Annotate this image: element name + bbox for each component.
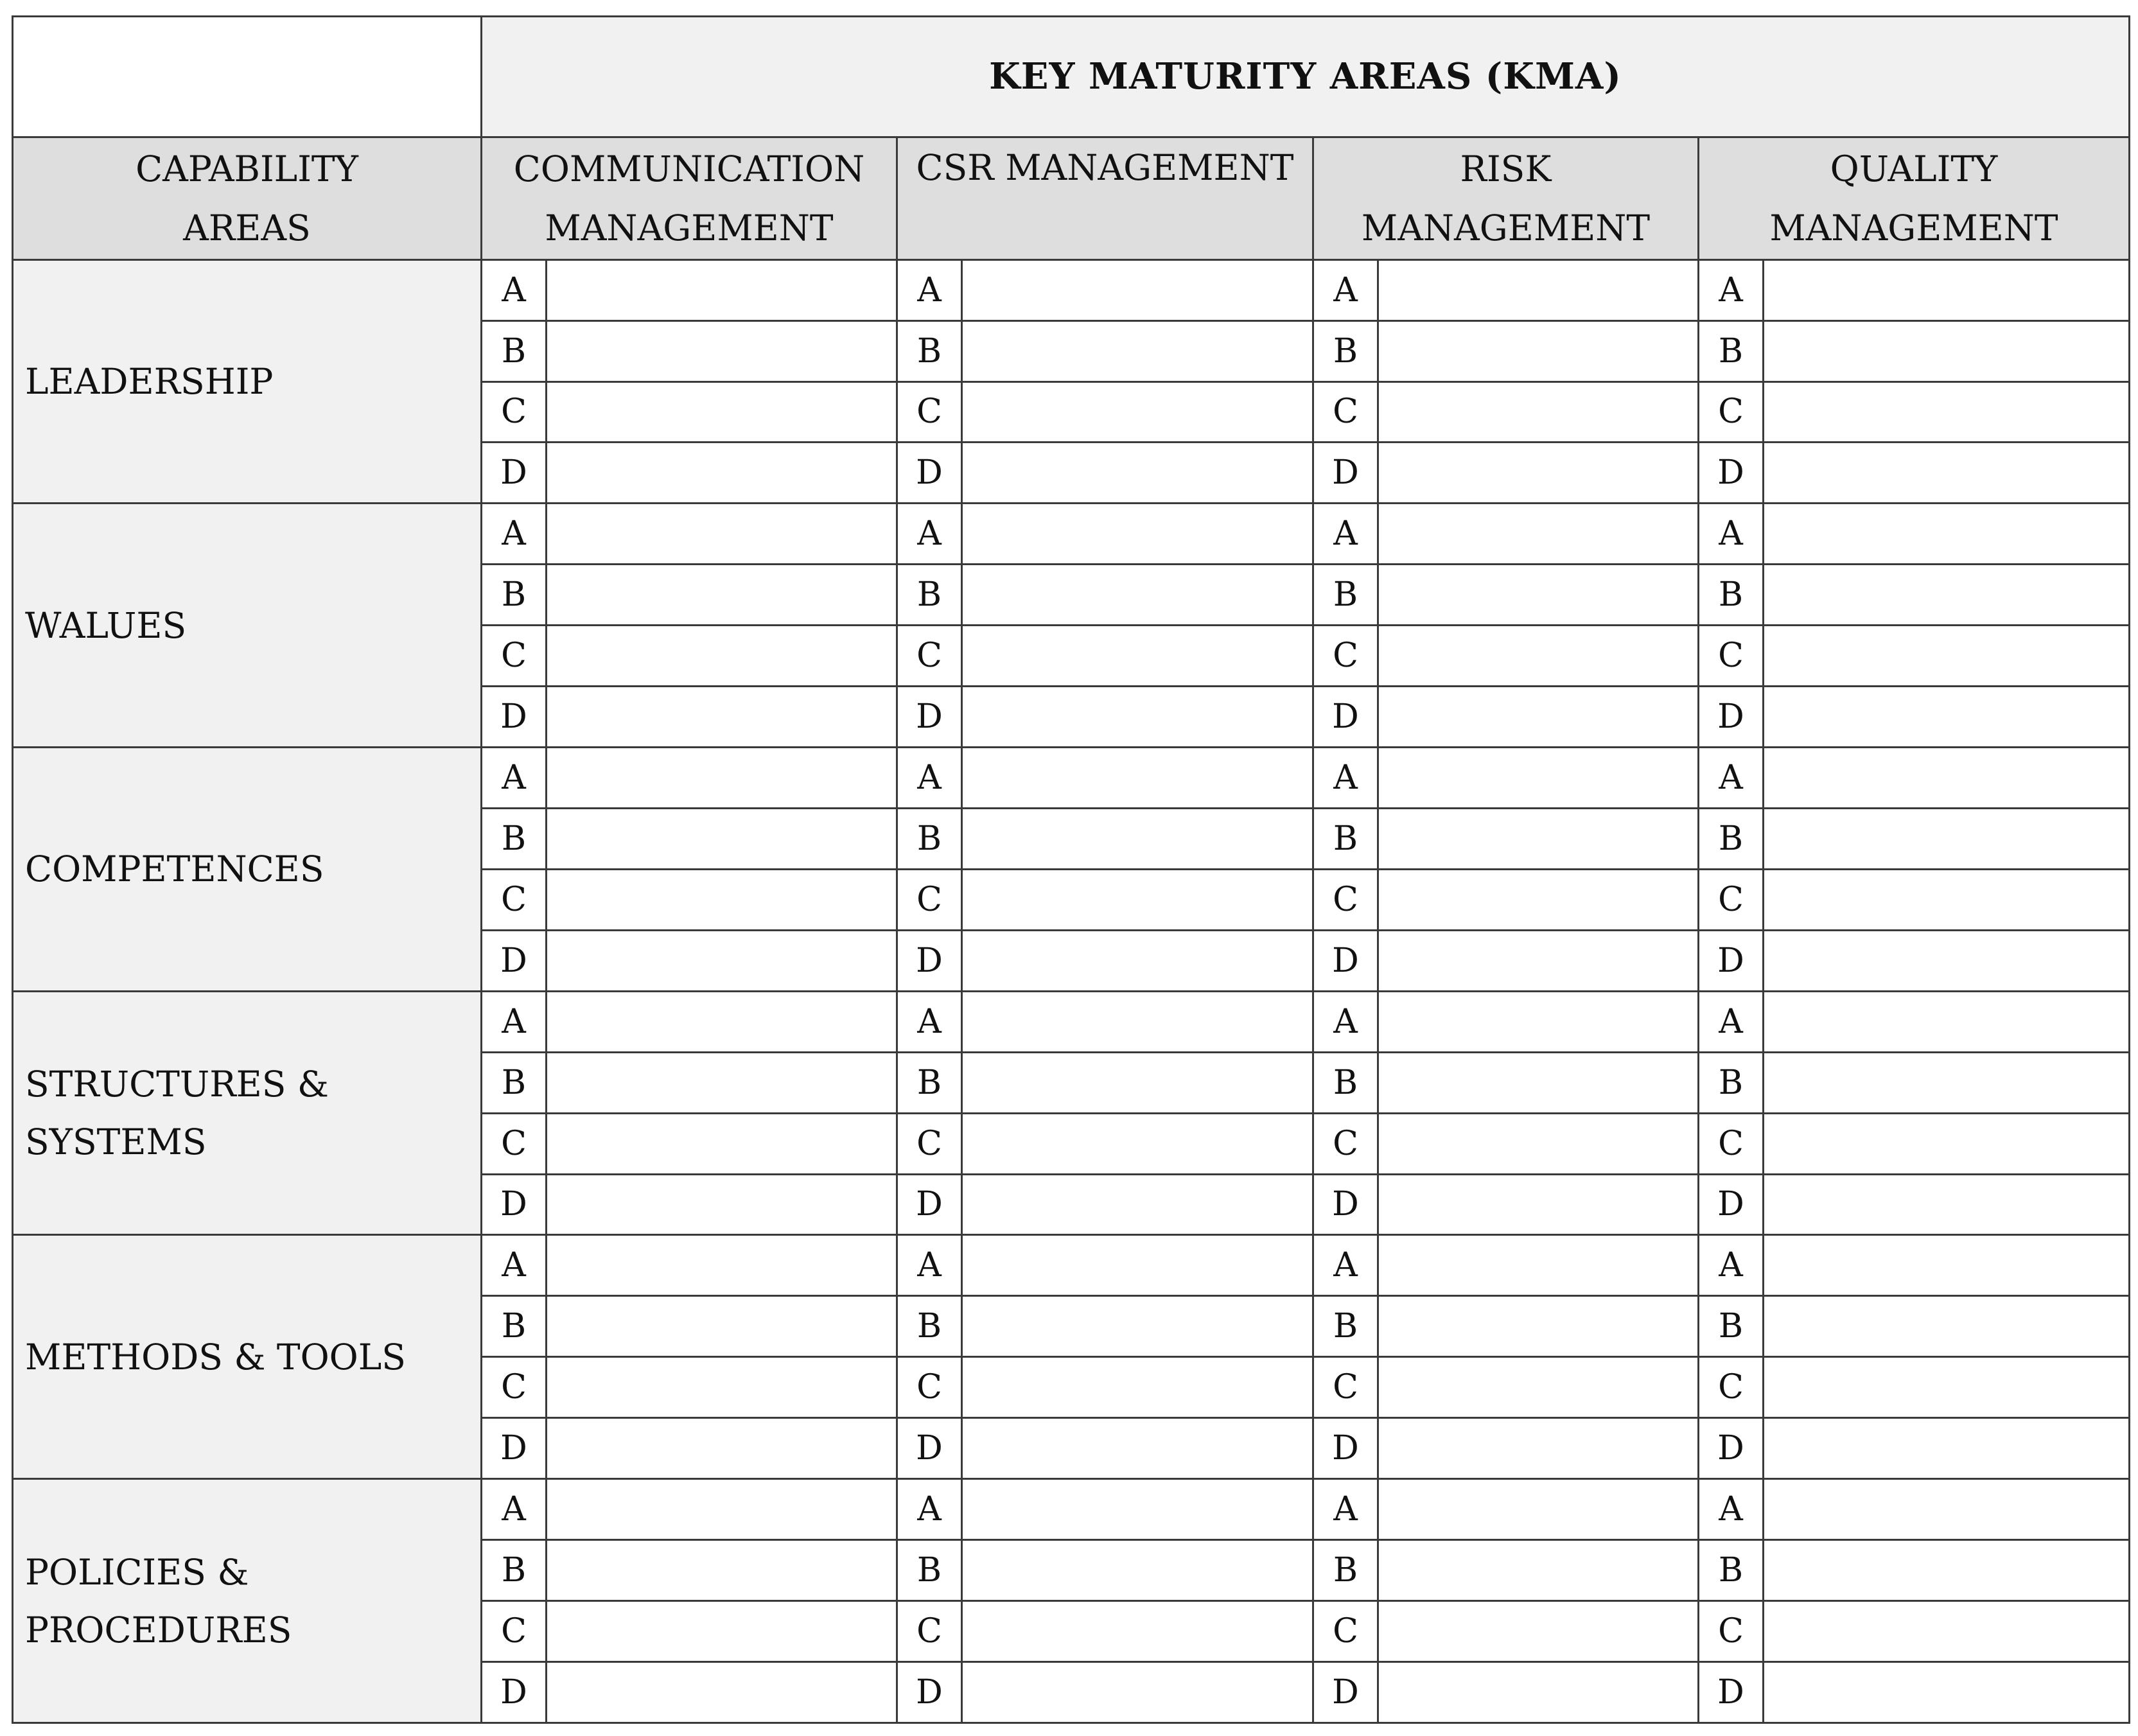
- maturity-entry-cell: [1764, 320, 2130, 381]
- maturity-level-label: C: [482, 869, 547, 930]
- maturity-entry-cell: [1764, 748, 2130, 809]
- capability-area-label: METHODS & TOOLS: [25, 1336, 406, 1378]
- maturity-entry-cell: [547, 1479, 897, 1540]
- maturity-entry-cell: [1378, 869, 1699, 930]
- kma-header-csr-management: [897, 137, 1313, 259]
- maturity-level-label: D: [897, 687, 962, 748]
- maturity-entry-cell: [547, 991, 897, 1052]
- capability-area-label: WALUES: [25, 604, 187, 646]
- maturity-level-label: A: [897, 1479, 962, 1540]
- maturity-entry-cell: [962, 565, 1313, 626]
- capability-level-row: [13, 1479, 2130, 1540]
- capability-header-line-2: AREAS: [183, 207, 311, 249]
- capability-area-label: PROCEDURES: [25, 1609, 292, 1651]
- maturity-entry-cell: [547, 1113, 897, 1174]
- maturity-entry-cell: [547, 748, 897, 809]
- maturity-entry-cell: [547, 1235, 897, 1296]
- maturity-entry-cell: [1764, 687, 2130, 748]
- maturity-level-label: C: [482, 1113, 547, 1174]
- maturity-entry-cell: [1764, 1661, 2130, 1723]
- maturity-level-label: A: [1313, 1479, 1378, 1540]
- maturity-entry-cell: [962, 930, 1313, 991]
- maturity-level-label: A: [1699, 748, 1764, 809]
- capability-area-label: POLICIES &: [25, 1551, 249, 1593]
- maturity-entry-cell: [1378, 1113, 1699, 1174]
- maturity-level-label: D: [1699, 1174, 1764, 1235]
- maturity-level-label: B: [1699, 565, 1764, 626]
- maturity-level-label: C: [482, 1357, 547, 1418]
- maturity-entry-cell: [1378, 320, 1699, 381]
- maturity-entry-cell: [1378, 991, 1699, 1052]
- maturity-level-label: A: [482, 1235, 547, 1296]
- maturity-level-label: D: [1699, 443, 1764, 504]
- maturity-entry-cell: [962, 748, 1313, 809]
- maturity-entry-cell: [1378, 1174, 1699, 1235]
- maturity-level-label: D: [482, 687, 547, 748]
- capability-area-label: COMPETENCES: [25, 848, 324, 890]
- maturity-level-label: A: [1699, 259, 1764, 320]
- capability-area-label: LEADERSHIP: [25, 361, 274, 403]
- maturity-level-label: D: [1313, 1418, 1378, 1479]
- maturity-entry-cell: [962, 381, 1313, 443]
- maturity-entry-cell: [1764, 1540, 2130, 1601]
- maturity-level-label: B: [1313, 1540, 1378, 1601]
- maturity-entry-cell: [1764, 930, 2130, 991]
- maturity-entry-cell: [547, 1661, 897, 1723]
- maturity-entry-cell: [547, 1296, 897, 1357]
- maturity-entry-cell: [962, 1235, 1313, 1296]
- maturity-level-label: B: [482, 808, 547, 869]
- maturity-entry-cell: [1378, 1479, 1699, 1540]
- maturity-level-label: D: [897, 1174, 962, 1235]
- maturity-level-label: A: [1699, 504, 1764, 565]
- maturity-level-label: B: [482, 320, 547, 381]
- maturity-level-label: C: [1699, 626, 1764, 687]
- maturity-entry-cell: [962, 687, 1313, 748]
- maturity-level-label: A: [1313, 991, 1378, 1052]
- maturity-entry-cell: [547, 320, 897, 381]
- maturity-level-label: A: [1313, 504, 1378, 565]
- maturity-level-label: C: [1313, 1113, 1378, 1174]
- maturity-entry-cell: [962, 1479, 1313, 1540]
- maturity-entry-cell: [962, 259, 1313, 320]
- maturity-entry-cell: [547, 504, 897, 565]
- maturity-entry-cell: [1764, 381, 2130, 443]
- maturity-entry-cell: [547, 1052, 897, 1113]
- maturity-entry-cell: [547, 259, 897, 320]
- capability-level-row: [13, 504, 2130, 565]
- maturity-level-label: D: [482, 1174, 547, 1235]
- maturity-entry-cell: [962, 443, 1313, 504]
- maturity-level-label: D: [482, 930, 547, 991]
- kma-header-line: COMMUNICATION: [513, 148, 865, 189]
- kma-header-line: MANAGEMENT: [1769, 207, 2058, 249]
- maturity-entry-cell: [1378, 1540, 1699, 1601]
- maturity-level-label: C: [897, 1357, 962, 1418]
- maturity-entry-cell: [1378, 1357, 1699, 1418]
- kma-header-communication-management: [482, 137, 897, 259]
- capability-level-row: [13, 748, 2130, 809]
- maturity-level-label: C: [1313, 1600, 1378, 1661]
- maturity-level-label: C: [897, 381, 962, 443]
- kma-header-line: MANAGEMENT: [545, 207, 834, 249]
- maturity-entry-cell: [1378, 1296, 1699, 1357]
- maturity-entry-cell: [1378, 1052, 1699, 1113]
- maturity-entry-cell: [547, 1418, 897, 1479]
- maturity-level-label: C: [897, 869, 962, 930]
- maturity-level-label: B: [482, 1296, 547, 1357]
- maturity-entry-cell: [1378, 808, 1699, 869]
- maturity-level-label: B: [897, 320, 962, 381]
- capability-area-label: STRUCTURES &: [25, 1064, 329, 1105]
- maturity-level-label: A: [1699, 991, 1764, 1052]
- maturity-level-label: B: [1313, 320, 1378, 381]
- maturity-level-label: D: [1313, 443, 1378, 504]
- maturity-level-label: D: [482, 443, 547, 504]
- maturity-level-label: C: [1699, 1357, 1764, 1418]
- maturity-level-label: C: [897, 626, 962, 687]
- maturity-entry-cell: [547, 930, 897, 991]
- maturity-entry-cell: [962, 1052, 1313, 1113]
- maturity-entry-cell: [1378, 381, 1699, 443]
- maturity-entry-cell: [962, 1540, 1313, 1601]
- maturity-level-label: A: [1313, 748, 1378, 809]
- capability-area-cell: [13, 259, 482, 504]
- maturity-entry-cell: [547, 1357, 897, 1418]
- maturity-entry-cell: [1764, 991, 2130, 1052]
- maturity-entry-cell: [1764, 565, 2130, 626]
- maturity-level-label: B: [482, 1052, 547, 1113]
- maturity-level-label: B: [1313, 1052, 1378, 1113]
- maturity-level-label: C: [1313, 1357, 1378, 1418]
- maturity-level-label: A: [897, 504, 962, 565]
- maturity-entry-cell: [547, 626, 897, 687]
- maturity-entry-cell: [962, 626, 1313, 687]
- maturity-level-label: C: [1699, 1600, 1764, 1661]
- maturity-level-label: D: [482, 1661, 547, 1723]
- maturity-entry-cell: [962, 1600, 1313, 1661]
- maturity-level-label: B: [1699, 1052, 1764, 1113]
- maturity-level-label: A: [482, 1479, 547, 1540]
- maturity-level-label: B: [1699, 808, 1764, 869]
- maturity-entry-cell: [1764, 1052, 2130, 1113]
- maturity-level-label: D: [1699, 1661, 1764, 1723]
- maturity-level-label: C: [1313, 381, 1378, 443]
- maturity-level-label: C: [897, 1600, 962, 1661]
- maturity-level-label: A: [482, 259, 547, 320]
- maturity-entry-cell: [1378, 1418, 1699, 1479]
- kma-header-line: CSR MANAGEMENT: [916, 146, 1294, 188]
- kma-capability-table: [12, 15, 2130, 1724]
- kma-header-risk-management: [1313, 137, 1699, 259]
- maturity-level-label: D: [1313, 1174, 1378, 1235]
- maturity-level-label: B: [897, 1052, 962, 1113]
- kma-header-line: MANAGEMENT: [1361, 207, 1651, 249]
- maturity-entry-cell: [1764, 808, 2130, 869]
- maturity-entry-cell: [962, 504, 1313, 565]
- corner-cell: [13, 17, 482, 137]
- maturity-level-label: A: [897, 748, 962, 809]
- maturity-level-label: B: [482, 565, 547, 626]
- maturity-level-label: A: [897, 1235, 962, 1296]
- maturity-entry-cell: [547, 381, 897, 443]
- maturity-entry-cell: [547, 1174, 897, 1235]
- maturity-level-label: A: [482, 991, 547, 1052]
- maturity-entry-cell: [1378, 626, 1699, 687]
- kma-header-line: RISK: [1460, 148, 1552, 189]
- capability-area-label: SYSTEMS: [25, 1121, 207, 1163]
- maturity-level-label: C: [482, 626, 547, 687]
- maturity-entry-cell: [547, 687, 897, 748]
- maturity-entry-cell: [962, 1418, 1313, 1479]
- maturity-level-label: D: [897, 443, 962, 504]
- maturity-level-label: A: [897, 991, 962, 1052]
- maturity-entry-cell: [1764, 1418, 2130, 1479]
- maturity-level-label: B: [482, 1540, 547, 1601]
- maturity-entry-cell: [1764, 1479, 2130, 1540]
- maturity-level-label: A: [1313, 1235, 1378, 1296]
- maturity-level-label: D: [1313, 1661, 1378, 1723]
- capability-level-row: [13, 259, 2130, 320]
- maturity-level-label: A: [897, 259, 962, 320]
- maturity-entry-cell: [962, 869, 1313, 930]
- maturity-level-label: C: [1699, 869, 1764, 930]
- capability-area-cell: [13, 504, 482, 748]
- maturity-entry-cell: [547, 1600, 897, 1661]
- capability-area-cell: [13, 1235, 482, 1479]
- capability-header-line-1: CAPABILITY: [136, 148, 358, 189]
- maturity-level-label: D: [482, 1418, 547, 1479]
- kma-header-line: QUALITY: [1830, 148, 1998, 189]
- maturity-level-label: B: [897, 1540, 962, 1601]
- maturity-entry-cell: [1764, 869, 2130, 930]
- maturity-entry-cell: [1764, 504, 2130, 565]
- maturity-entry-cell: [1764, 1296, 2130, 1357]
- maturity-level-label: C: [1313, 626, 1378, 687]
- maturity-entry-cell: [962, 991, 1313, 1052]
- maturity-level-label: B: [1313, 565, 1378, 626]
- maturity-entry-cell: [547, 1540, 897, 1601]
- maturity-level-label: B: [1313, 808, 1378, 869]
- maturity-level-label: B: [1313, 1296, 1378, 1357]
- maturity-level-label: A: [1313, 259, 1378, 320]
- maturity-level-label: C: [1699, 381, 1764, 443]
- maturity-entry-cell: [1764, 1174, 2130, 1235]
- capability-area-cell: [13, 748, 482, 992]
- maturity-level-label: B: [1699, 320, 1764, 381]
- maturity-entry-cell: [962, 1357, 1313, 1418]
- maturity-entry-cell: [1378, 1661, 1699, 1723]
- maturity-entry-cell: [547, 808, 897, 869]
- maturity-entry-cell: [962, 1661, 1313, 1723]
- column-header-row: [13, 137, 2130, 259]
- maturity-entry-cell: [1764, 259, 2130, 320]
- maturity-entry-cell: [1378, 687, 1699, 748]
- maturity-level-label: D: [1699, 687, 1764, 748]
- maturity-level-label: A: [482, 748, 547, 809]
- maturity-entry-cell: [962, 1296, 1313, 1357]
- maturity-entry-cell: [1378, 748, 1699, 809]
- maturity-level-label: D: [1313, 930, 1378, 991]
- capability-area-cell: [13, 991, 482, 1235]
- maturity-level-label: D: [1313, 687, 1378, 748]
- maturity-entry-cell: [547, 869, 897, 930]
- maturity-level-label: D: [897, 1661, 962, 1723]
- maturity-level-label: D: [1699, 930, 1764, 991]
- maturity-level-label: C: [897, 1113, 962, 1174]
- capability-level-row: [13, 1235, 2130, 1296]
- maturity-entry-cell: [1378, 565, 1699, 626]
- maturity-level-label: B: [897, 1296, 962, 1357]
- maturity-level-label: B: [1699, 1296, 1764, 1357]
- maturity-level-label: C: [482, 1600, 547, 1661]
- maturity-entry-cell: [1378, 504, 1699, 565]
- maturity-entry-cell: [962, 1113, 1313, 1174]
- kma-title: KEY MATURITY AREAS (KMA): [482, 17, 2130, 137]
- capability-level-row: [13, 991, 2130, 1052]
- maturity-level-label: D: [1699, 1418, 1764, 1479]
- maturity-entry-cell: [1378, 930, 1699, 991]
- kma-title-row: [13, 17, 2130, 137]
- maturity-level-label: D: [897, 1418, 962, 1479]
- capability-area-cell: [13, 1479, 482, 1723]
- maturity-entry-cell: [962, 808, 1313, 869]
- maturity-entry-cell: [547, 443, 897, 504]
- maturity-entry-cell: [1764, 1113, 2130, 1174]
- maturity-entry-cell: [1378, 1235, 1699, 1296]
- maturity-entry-cell: [1378, 1600, 1699, 1661]
- maturity-entry-cell: [962, 320, 1313, 381]
- maturity-level-label: A: [482, 504, 547, 565]
- maturity-level-label: C: [1313, 869, 1378, 930]
- maturity-entry-cell: [1764, 1235, 2130, 1296]
- maturity-level-label: A: [1699, 1235, 1764, 1296]
- capability-areas-header: [13, 137, 482, 259]
- maturity-level-label: B: [1699, 1540, 1764, 1601]
- maturity-level-label: B: [897, 565, 962, 626]
- maturity-entry-cell: [1764, 1600, 2130, 1661]
- maturity-level-label: C: [482, 381, 547, 443]
- maturity-level-label: C: [1699, 1113, 1764, 1174]
- maturity-entry-cell: [1378, 443, 1699, 504]
- maturity-entry-cell: [1764, 443, 2130, 504]
- maturity-entry-cell: [962, 1174, 1313, 1235]
- maturity-entry-cell: [547, 565, 897, 626]
- maturity-level-label: D: [897, 930, 962, 991]
- maturity-level-label: A: [1699, 1479, 1764, 1540]
- maturity-entry-cell: [1378, 259, 1699, 320]
- maturity-entry-cell: [1764, 1357, 2130, 1418]
- maturity-entry-cell: [1764, 626, 2130, 687]
- maturity-level-label: B: [897, 808, 962, 869]
- kma-header-quality-management: [1699, 137, 2130, 259]
